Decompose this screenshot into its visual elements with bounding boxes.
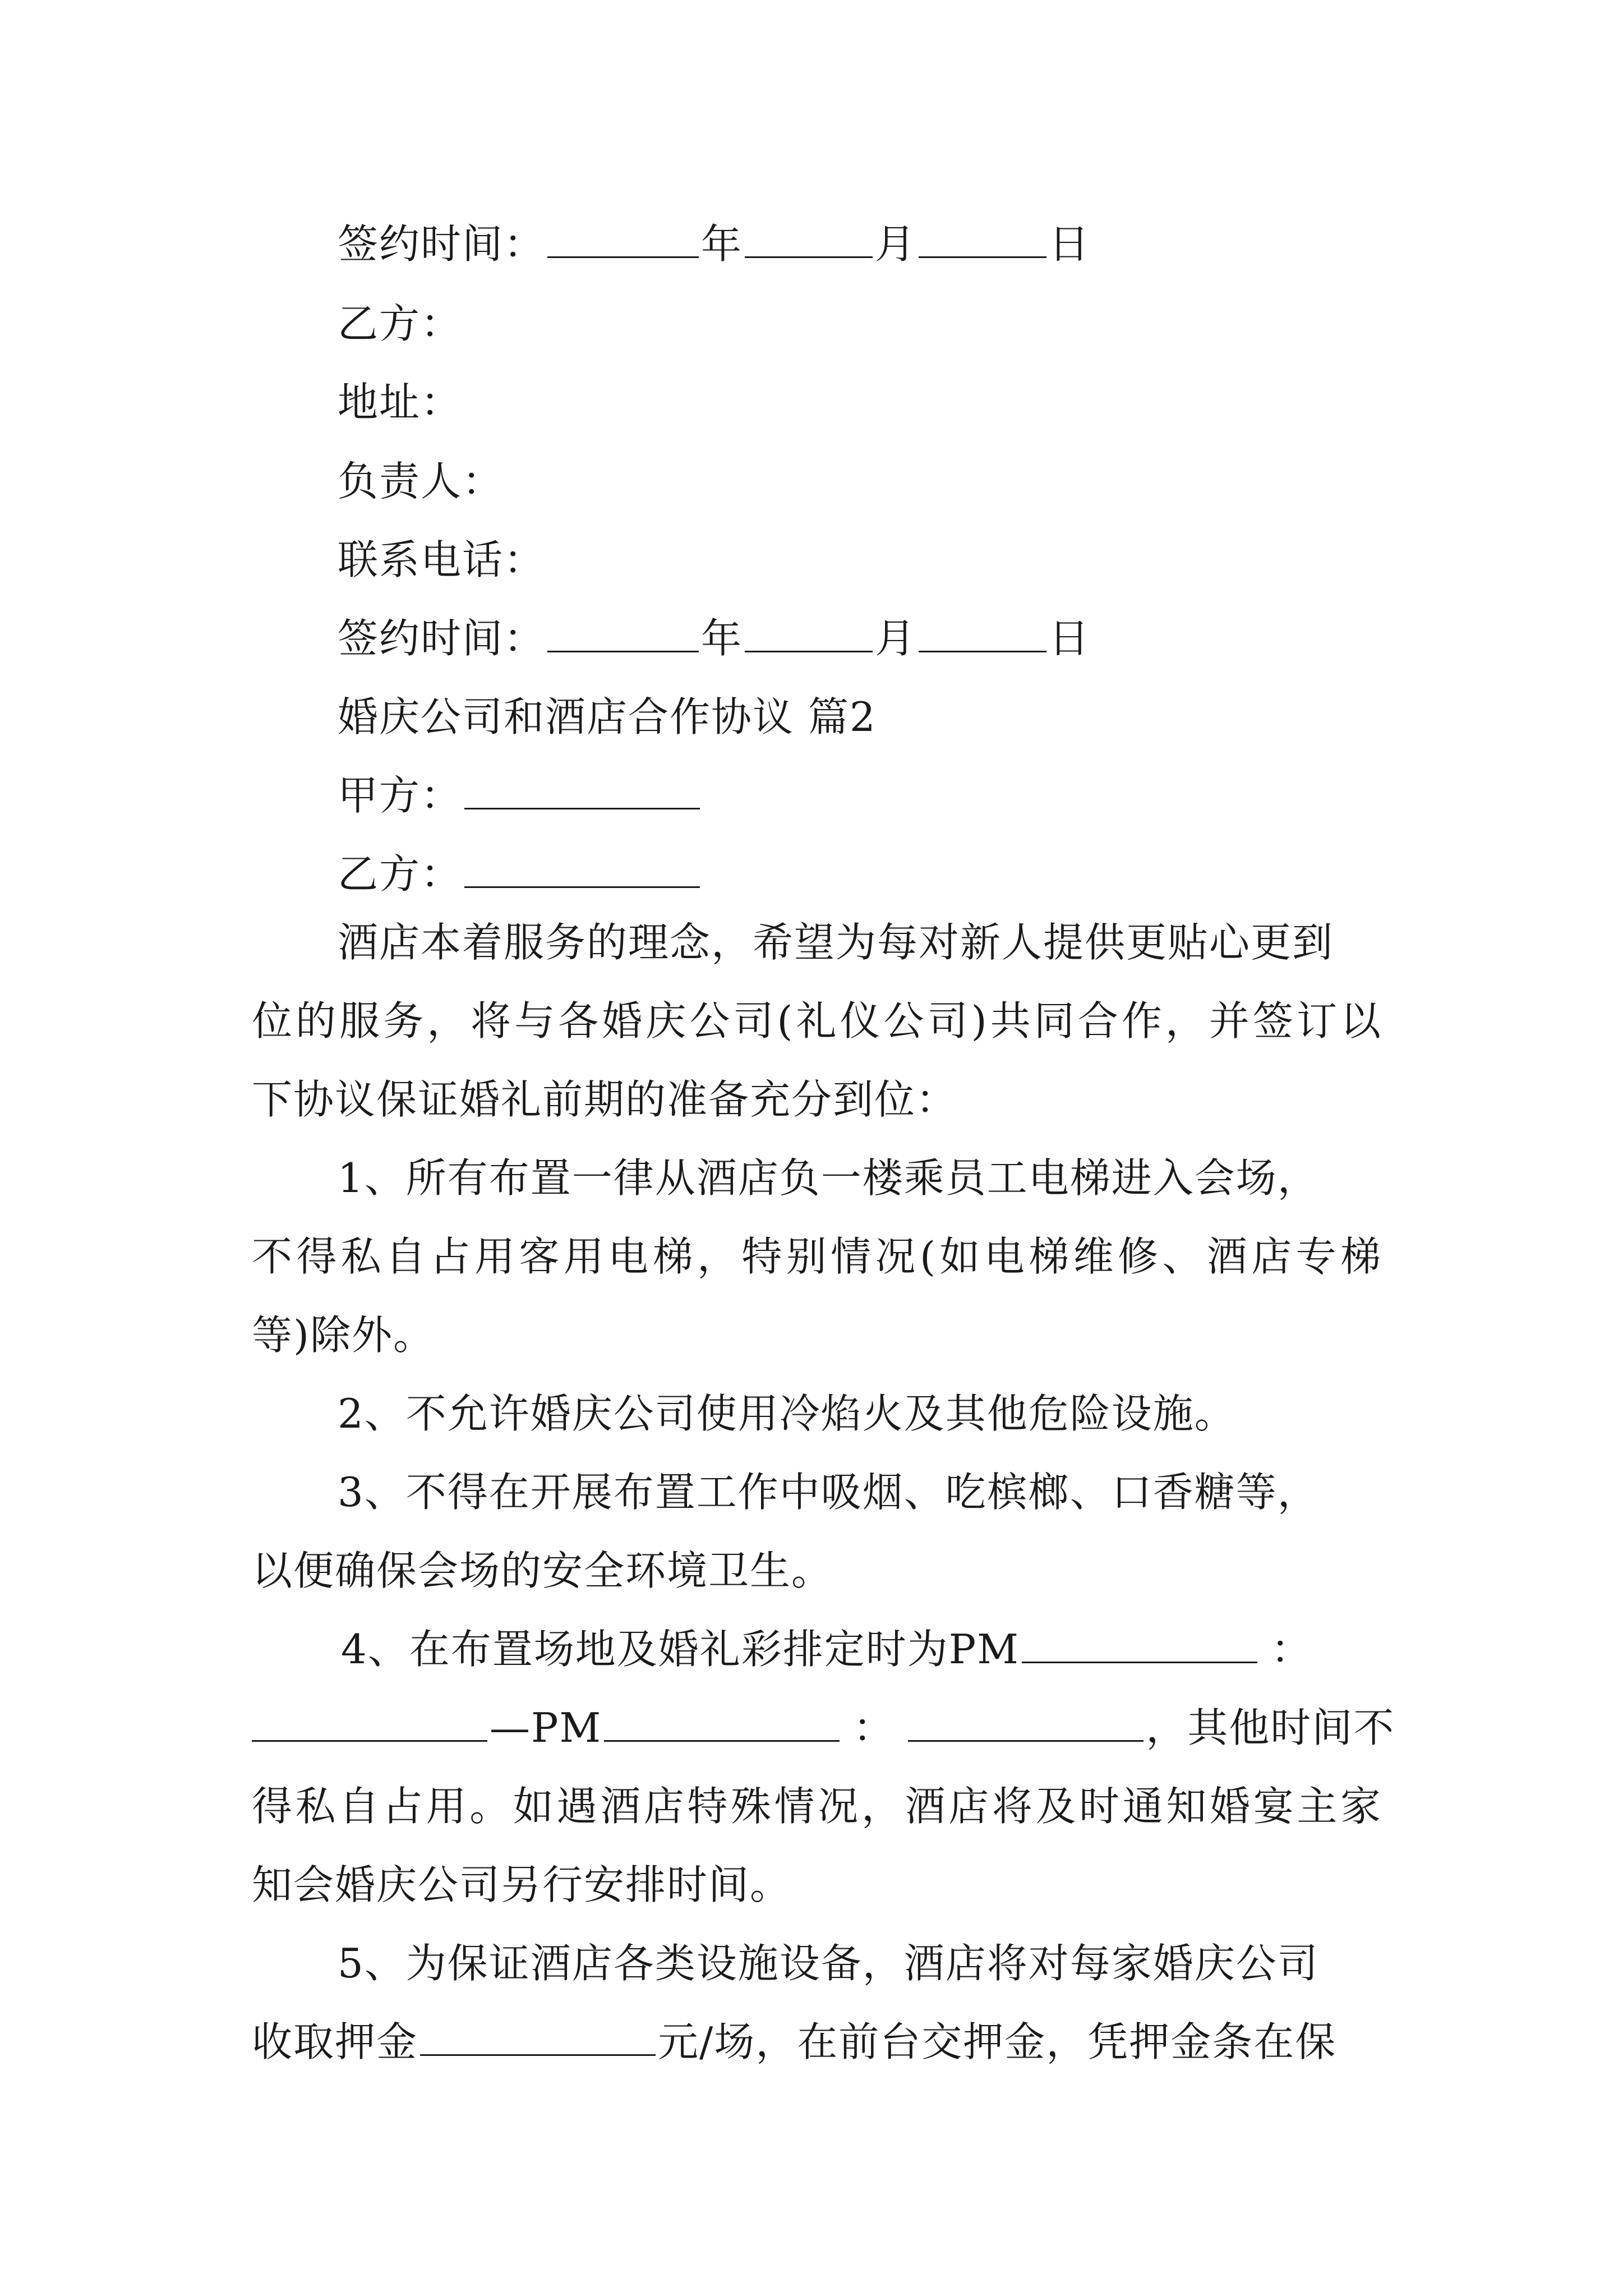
party-a-label: 甲方： [338, 772, 463, 819]
pm-start-minute-blank [252, 1700, 487, 1742]
intro-line-3: 下协议保证婚礼前期的准备充分到位： [252, 1076, 958, 1123]
clause-5-prefix: 收取押金 [252, 2018, 418, 2065]
month-label: 月 [875, 220, 917, 268]
year-label: 年 [701, 220, 743, 268]
clause-4-line-3: 得私自占用。如遇酒店特殊情况，酒店将及时通知婚宴主家 [252, 1783, 1382, 1830]
clause-1-line-2: 不得私自占用客用电梯，特别情况(如电梯维修、酒店专梯 [252, 1233, 1382, 1280]
month-label: 月 [875, 615, 917, 662]
intro-line-2: 位的服务，将与各婚庆公司(礼仪公司)共同合作，并签订以 [252, 997, 1382, 1045]
intro-line-1: 酒店本着服务的理念，希望为每对新人提供更贴心更到 [338, 919, 1334, 966]
year-blank [547, 610, 699, 652]
clause-3-line-1: 3、不得在开展布置工作中吸烟、吃槟榔、口香糖等， [338, 1469, 1319, 1516]
clause-4-line-4: 知会婚庆公司另行安排时间。 [252, 1861, 792, 1908]
pm-end-hour-blank [604, 1700, 840, 1742]
clause-5-suffix: 元/场，在前台交押金，凭押金条在保 [658, 2018, 1337, 2065]
year-blank [547, 216, 699, 258]
clause-1-line-3: 等)除外。 [252, 1312, 435, 1359]
clause-4-colon-2: ： [853, 1704, 895, 1751]
clause-3-line-2: 以便确保会场的安全环境卫生。 [252, 1547, 833, 1594]
clause-4-colon: ： [1270, 1626, 1312, 1673]
party-b-line: 乙方： [338, 300, 463, 347]
clause-1-line-1: 1、所有布置一律从酒店负一楼乘员工电梯进入会场， [338, 1154, 1319, 1202]
person-in-charge-line: 负责人： [338, 458, 504, 505]
clause-4-suffix: ，其他时间不 [1146, 1704, 1395, 1751]
deposit-amount-blank [420, 2014, 656, 2056]
sign-time-line-b [338, 610, 1090, 666]
party-a-blank [464, 767, 700, 809]
pm-end-minute-blank [908, 1700, 1144, 1742]
section-heading: 婚庆公司和酒店合作协议 篇2 [338, 693, 877, 740]
pm-start-hour-blank [1022, 1621, 1257, 1663]
party-b-blank [464, 846, 700, 888]
month-blank [745, 610, 873, 652]
sign-time-label: 签约时间： [338, 220, 546, 268]
day-blank [919, 216, 1046, 258]
sign-time-label: 签约时间： [338, 615, 546, 662]
month-blank [745, 216, 873, 258]
clause-4-line-1 [341, 1621, 1312, 1677]
party-b-line-2 [338, 846, 702, 902]
clause-4-dash-pm: —PM [490, 1704, 602, 1751]
day-label: 日 [1049, 615, 1091, 662]
party-a-line [338, 767, 702, 823]
party-b-label: 乙方： [338, 850, 463, 898]
clause-5-line-1: 5、为保证酒店各类设施设备，酒店将对每家婚庆公司 [338, 1940, 1319, 1987]
year-label: 年 [701, 615, 743, 662]
clause-5-line-2 [252, 2014, 1336, 2070]
clause-2: 2、不允许婚庆公司使用冷焰火及其他危险设施。 [338, 1390, 1236, 1437]
sign-time-line-a [338, 216, 1090, 272]
clause-4-line-2 [252, 1700, 1395, 1756]
address-line: 地址： [338, 379, 463, 426]
clause-4-prefix: 4、在布置场地及婚礼彩排定时为PM [341, 1626, 1020, 1673]
day-label: 日 [1049, 220, 1091, 268]
day-blank [919, 610, 1046, 652]
phone-line: 联系电话： [338, 536, 546, 583]
